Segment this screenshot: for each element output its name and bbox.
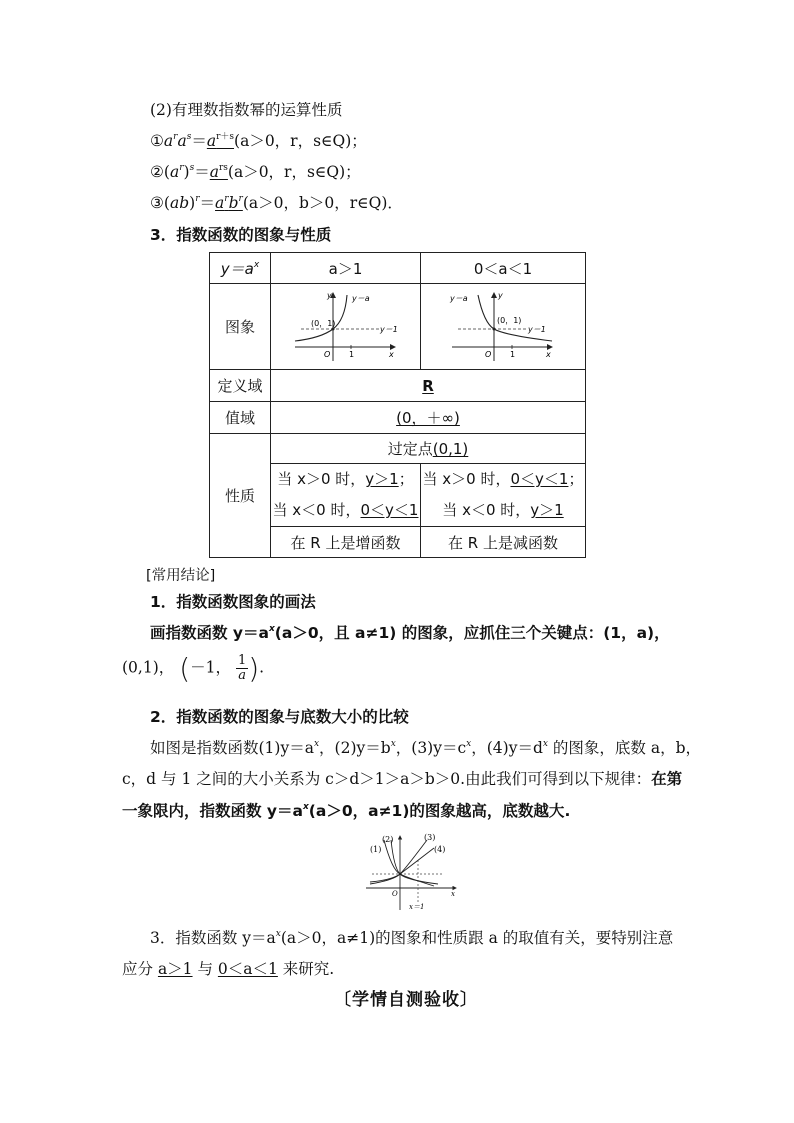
rule-2: $②(a^r)^s=a^{rs}(a>0$，r，s∈Q)； — [150, 163, 361, 181]
conclusion-1-title: 1．指数函数图象的画法 — [150, 593, 316, 611]
four-curves-figure — [364, 830, 460, 912]
origin-label: O — [485, 349, 492, 359]
conclusion-3-line-1: 3．指数函数 $y=a^x(a>0$，a≠1)的图象和性质跟 a 的取值有关，要特别注意 — [150, 929, 674, 947]
range-value: (0，＋∞) — [271, 402, 586, 434]
conclusion-1-points: (0,1)， (－1， $\frac{1}{a}$ ). — [122, 652, 265, 685]
row-label-domain: 定义域 — [210, 370, 271, 402]
hline-label: y＝1 — [528, 324, 546, 334]
x-label: x — [451, 890, 455, 898]
tick-label: 1 — [348, 349, 354, 359]
graph-decreasing-svg — [448, 289, 558, 365]
conclusion-2-line-2: c，d 与 1 之间的大小关系为 c＞d＞1＞a＞b＞0.由此我们可得到以下规律：在第 — [122, 770, 683, 788]
fraction-1-over-a: $\frac{1}{a}$ — [237, 653, 247, 683]
exponential-properties-table — [209, 252, 586, 558]
axis-x-label: x — [388, 349, 394, 359]
conclusion-2-line-1: 如图是指数函数$(1)y=a^x$，$(2)y=b^x$，$(3)y=c^x$，$(4)y=d^x$ 的图象，底数 a，b， — [150, 739, 701, 757]
conclusion-1-body: 画指数函数 $y=a^x(a>0$，且 a≠1) 的图象，应抓住三个关键点：(1，a)， — [150, 624, 670, 642]
axis-x-label: x — [546, 349, 551, 359]
label-4: (4) — [434, 845, 446, 854]
label-1: (1) — [370, 845, 382, 854]
rule-3: $③(ab)^r=a^rb^r(a>0$，b＞0，r∈Q)． — [150, 194, 403, 212]
conclusion-3-line-2: 应分 a＞1 与 0＜a＜1 来研究. — [122, 960, 335, 978]
conclusion-2-line-3: 一象限内，指数函数 $y=a^x(a>0$，a≠1)的图象越高，底数越大. — [122, 802, 571, 820]
header-a-lt-1: 0＜a＜1 — [421, 253, 586, 284]
section-heading: (2)有理数指数幂的运算性质 — [150, 101, 343, 119]
section-3-heading: 3．指数函数的图象与性质 — [150, 226, 332, 244]
point-label: (0，1) — [310, 318, 335, 328]
curve-label: y＝a — [450, 293, 468, 303]
axis-y-label: y — [498, 290, 503, 300]
hline-label: y＝1 — [379, 324, 398, 334]
origin-label: O — [323, 349, 330, 359]
curve-2 — [391, 840, 438, 884]
increasing-curve — [295, 295, 347, 341]
domain-value: R — [271, 370, 586, 402]
self-test-banner: 〔学情自测验收〕 — [334, 990, 478, 1010]
x-equals-1-label: x＝1 — [409, 903, 425, 911]
header-a-gt-1: a＞1 — [271, 253, 421, 284]
row-label-range: 值域 — [210, 402, 271, 434]
header-function: $y=a^x$ — [210, 253, 271, 284]
monotonic-decreasing: 在 R 上是减函数 — [421, 527, 586, 558]
row-label-image: 图象 — [210, 284, 271, 370]
conclusions-tag: [常用结论] — [146, 568, 216, 584]
fixed-point: 过定点(0,1) — [271, 434, 586, 464]
conclusion-2-title: 2．指数函数的图象与底数大小的比较 — [150, 708, 409, 726]
graph-decreasing — [421, 284, 586, 370]
point-label: (0，1) — [497, 315, 522, 325]
property-a-gt-1: 当 x＞0 时，y＞1； 当 x＜0 时，0＜y＜1 — [271, 464, 421, 527]
graph-increasing — [271, 284, 421, 370]
row-label-properties: 性质 — [210, 434, 271, 558]
point-0-1 — [493, 327, 496, 330]
graph-increasing-svg — [291, 289, 401, 365]
label-3: (3) — [424, 833, 436, 842]
origin-label: O — [392, 890, 398, 898]
axis-y-label: y — [326, 290, 332, 300]
label-2: (2) — [382, 835, 394, 844]
tick-label: 1 — [510, 349, 516, 359]
rule-1: $①a^ra^s=a^{r+s}(a>0$，r，s∈Q)； — [150, 132, 367, 150]
property-a-lt-1: 当 x＞0 时，0＜y＜1； 当 x＜0 时，y＞1 — [421, 464, 586, 527]
curve-label: y＝a — [351, 293, 370, 303]
monotonic-increasing: 在 R 上是增函数 — [271, 527, 421, 558]
